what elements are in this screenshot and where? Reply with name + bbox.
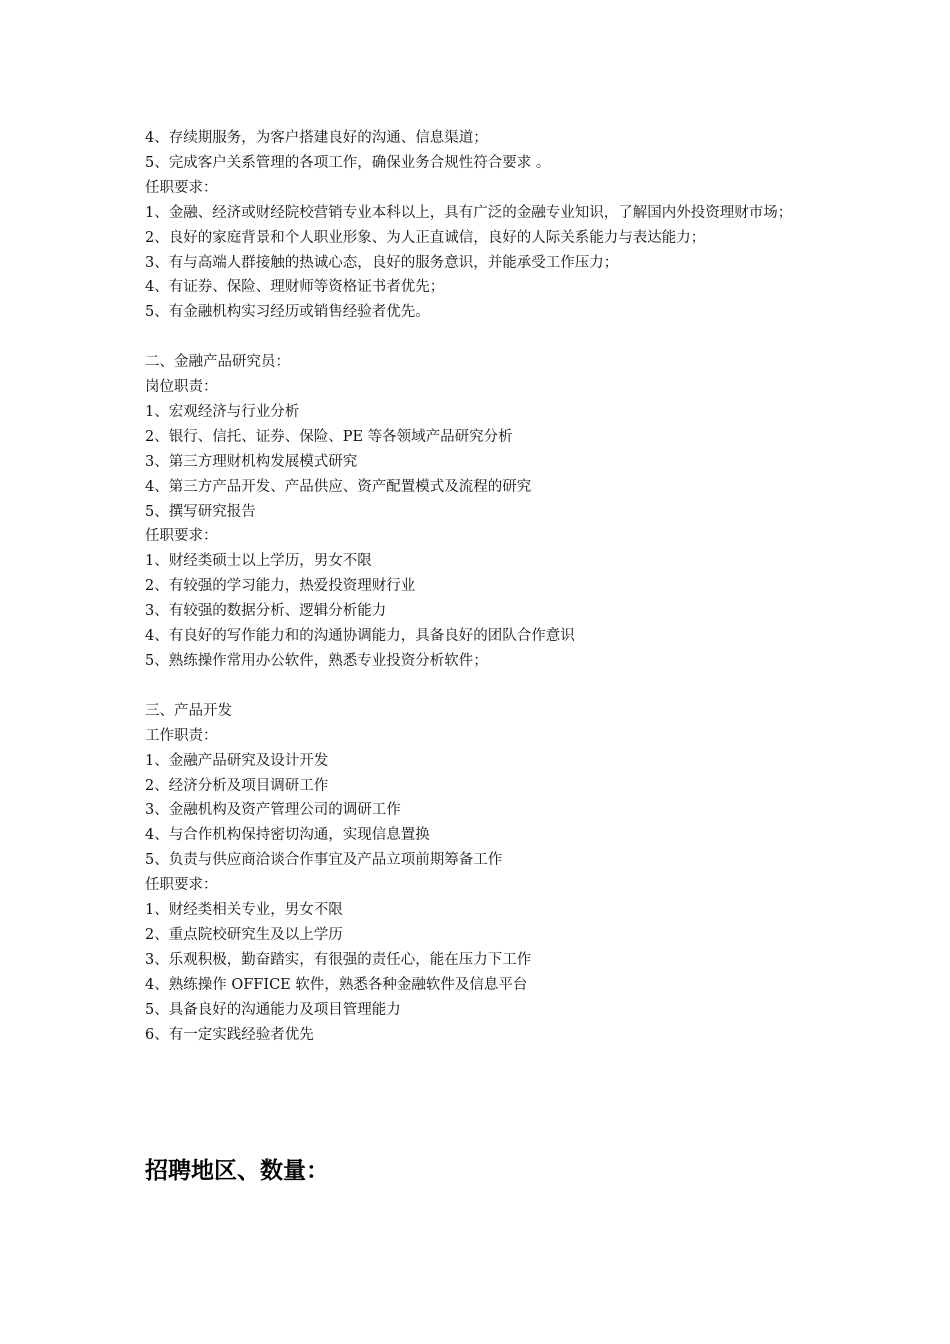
requirement-item: 4、有良好的写作能力和的沟通协调能力，具备良好的团队合作意识 — [145, 628, 575, 645]
section-title-researcher: 二、金融产品研究员： — [145, 354, 290, 371]
requirement-item: 1、财经类硕士以上学历，男女不限 — [145, 553, 372, 570]
duty-item: 4、第三方产品开发、产品供应、资产配置模式及流程的研究 — [145, 478, 532, 495]
blank-line — [145, 674, 810, 699]
document-body — [145, 126, 810, 1048]
duties-label: 工作职责： — [145, 727, 218, 744]
duty-item: 2、银行、信托、证券、保险、PE 等各领域产品研究分析 — [145, 428, 513, 445]
duty-item: 5、完成客户关系管理的各项工作，确保业务合规性符合要求 。 — [145, 154, 551, 171]
duty-item: 4、与合作机构保持密切沟通，实现信息置换 — [145, 827, 430, 844]
recruitment-region-heading: 招聘地区、数量： — [145, 1158, 329, 1184]
requirement-item: 3、乐观积极，勤奋踏实，有很强的责任心，能在压力下工作 — [145, 951, 532, 968]
requirement-item: 5、有金融机构实习经历或销售经验者优先。 — [145, 304, 430, 321]
duty-item: 4、存续期服务，为客户搭建良好的沟通、信息渠道； — [145, 130, 488, 146]
requirement-item: 5、熟练操作常用办公软件，熟悉专业投资分析软件； — [145, 653, 488, 670]
requirement-item: 2、有较强的学习能力，热爱投资理财行业 — [145, 578, 416, 595]
requirement-item: 3、有与高端人群接触的热诚心态，良好的服务意识，并能承受工作压力； — [145, 254, 619, 271]
blank-line — [145, 325, 810, 350]
duty-item: 2、经济分析及项目调研工作 — [145, 777, 329, 794]
section-title-product-dev: 三、产品开发 — [145, 702, 232, 719]
requirement-item: 6、有一定实践经验者优先 — [145, 1026, 314, 1043]
requirement-item: 1、财经类相关专业，男女不限 — [145, 902, 343, 919]
duty-item: 1、宏观经济与行业分析 — [145, 403, 300, 420]
requirement-item: 4、有证券、保险、理财师等资格证书者优先； — [145, 279, 445, 296]
duty-item: 5、撰写研究报告 — [145, 503, 256, 520]
duties-label: 岗位职责： — [145, 379, 218, 396]
duty-item: 1、金融产品研究及设计开发 — [145, 752, 329, 769]
duty-item: 3、第三方理财机构发展模式研究 — [145, 453, 358, 470]
requirements-label: 任职要求： — [145, 877, 218, 894]
requirement-item: 1、金融、经济或财经院校营销专业本科以上，具有广泛的金融专业知识，了解国内外投资理财市场； — [145, 204, 793, 221]
requirements-label: 任职要求： — [145, 528, 218, 545]
requirement-item: 3、有较强的数据分析、逻辑分析能力 — [145, 603, 387, 620]
requirement-item: 2、重点院校研究生及以上学历 — [145, 926, 343, 943]
requirement-item: 2、良好的家庭背景和个人职业形象、为人正直诚信，良好的人际关系能力与表达能力； — [145, 229, 706, 246]
duty-item: 5、负责与供应商洽谈合作事宜及产品立项前期筹备工作 — [145, 852, 503, 869]
requirement-item: 4、熟练操作 OFFICE 软件，熟悉各种金融软件及信息平台 — [145, 976, 528, 993]
requirements-label: 任职要求： — [145, 179, 218, 196]
requirement-item: 5、具备良好的沟通能力及项目管理能力 — [145, 1001, 401, 1018]
duty-item: 3、金融机构及资产管理公司的调研工作 — [145, 802, 401, 819]
